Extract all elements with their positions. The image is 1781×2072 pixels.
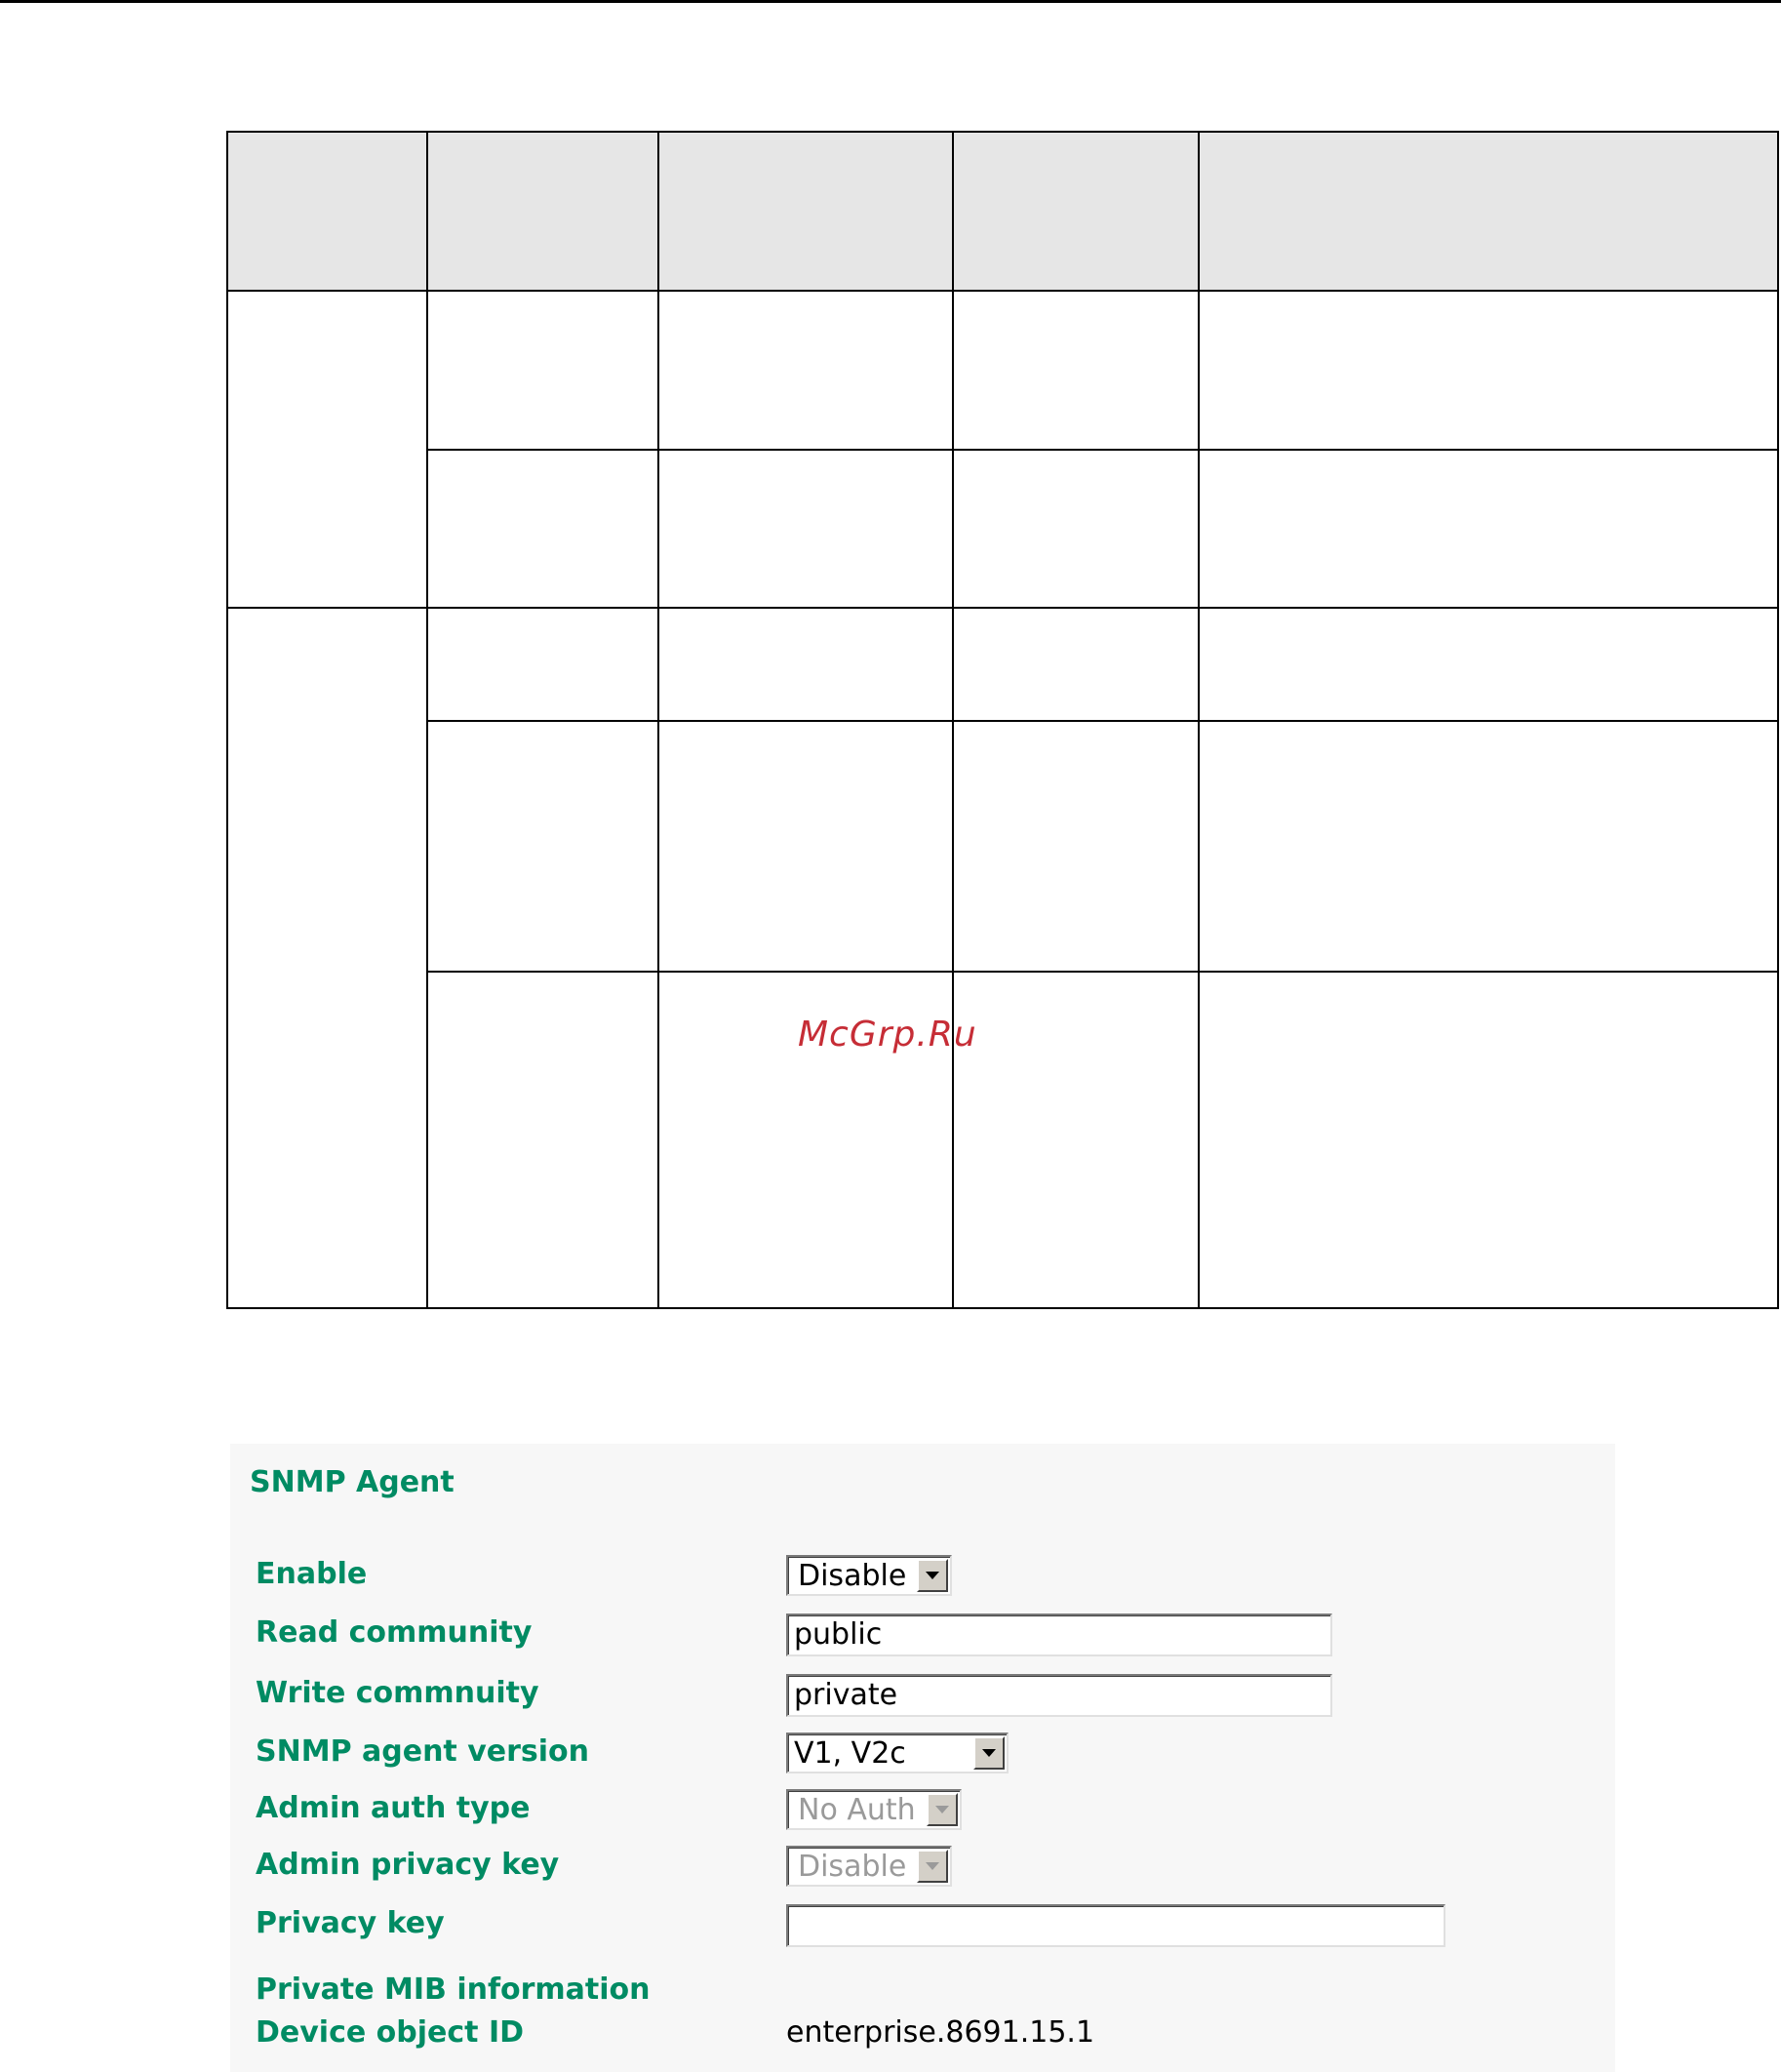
table-cell bbox=[953, 608, 1199, 721]
admin-privacy-key-select bbox=[786, 1846, 952, 1887]
table-cell bbox=[953, 450, 1199, 608]
table-cell bbox=[427, 972, 658, 1308]
device-object-id-label: Device object ID bbox=[256, 2015, 525, 2050]
table-cell bbox=[227, 291, 427, 608]
table-header-row bbox=[227, 132, 1778, 291]
admin-auth-type-label: Admin auth type bbox=[256, 1791, 531, 1825]
table-cell bbox=[427, 291, 658, 450]
panel-title: SNMP Agent bbox=[250, 1465, 455, 1499]
snmp-agent-version-select-value: V1, V2c bbox=[794, 1736, 906, 1771]
table-row bbox=[227, 450, 1778, 608]
watermark: McGrp.Ru bbox=[798, 1015, 977, 1055]
chevron-down-icon[interactable] bbox=[973, 1736, 1005, 1770]
chevron-down-icon bbox=[927, 1793, 958, 1826]
write-community-input[interactable]: private bbox=[786, 1674, 1332, 1717]
table-row bbox=[227, 721, 1778, 972]
read-community-label: Read community bbox=[256, 1615, 533, 1650]
enable-select-value: Disable bbox=[798, 1559, 907, 1593]
table-row bbox=[227, 291, 1778, 450]
chevron-down-icon bbox=[917, 1850, 948, 1883]
table-cell bbox=[1199, 721, 1778, 972]
snmp-agent-version-select[interactable] bbox=[786, 1733, 1009, 1773]
parameter-table bbox=[226, 131, 1779, 1309]
chevron-down-icon[interactable] bbox=[917, 1559, 948, 1592]
table-cell bbox=[953, 291, 1199, 450]
table-header-cell bbox=[658, 132, 953, 291]
table-row bbox=[227, 608, 1778, 721]
table-cell bbox=[658, 450, 953, 608]
enable-select[interactable] bbox=[786, 1555, 952, 1596]
table-cell bbox=[427, 608, 658, 721]
enable-label: Enable bbox=[256, 1557, 368, 1591]
table-header-cell bbox=[227, 132, 427, 291]
snmp-agent-panel bbox=[230, 1444, 1615, 2072]
table-cell bbox=[658, 291, 953, 450]
table-cell bbox=[1199, 450, 1778, 608]
table-cell bbox=[658, 721, 953, 972]
table-cell bbox=[1199, 608, 1778, 721]
snmp-agent-version-label: SNMP agent version bbox=[256, 1734, 590, 1769]
privacy-key-label: Privacy key bbox=[256, 1906, 445, 1940]
admin-auth-type-select bbox=[786, 1789, 962, 1830]
admin-auth-type-select-value: No Auth bbox=[798, 1793, 916, 1827]
device-object-id-value: enterprise.8691.15.1 bbox=[786, 2015, 1095, 2050]
table-row bbox=[227, 972, 1778, 1308]
table-header-cell bbox=[953, 132, 1199, 291]
table-cell bbox=[1199, 291, 1778, 450]
table-header-cell bbox=[427, 132, 658, 291]
table-cell bbox=[227, 608, 427, 1308]
table-cell bbox=[658, 608, 953, 721]
table-cell bbox=[427, 721, 658, 972]
top-rule bbox=[0, 0, 1781, 3]
table-cell bbox=[953, 972, 1199, 1308]
table-header-cell bbox=[1199, 132, 1778, 291]
read-community-input[interactable]: public bbox=[786, 1614, 1332, 1656]
admin-privacy-key-label: Admin privacy key bbox=[256, 1848, 560, 1882]
table-cell bbox=[1199, 972, 1778, 1308]
admin-privacy-key-select-value: Disable bbox=[798, 1850, 907, 1884]
privacy-key-input[interactable] bbox=[786, 1904, 1445, 1947]
table-cell bbox=[427, 450, 658, 608]
write-community-label: Write commnuity bbox=[256, 1676, 539, 1710]
private-mib-heading: Private MIB information bbox=[256, 1972, 651, 2007]
table-cell bbox=[953, 721, 1199, 972]
